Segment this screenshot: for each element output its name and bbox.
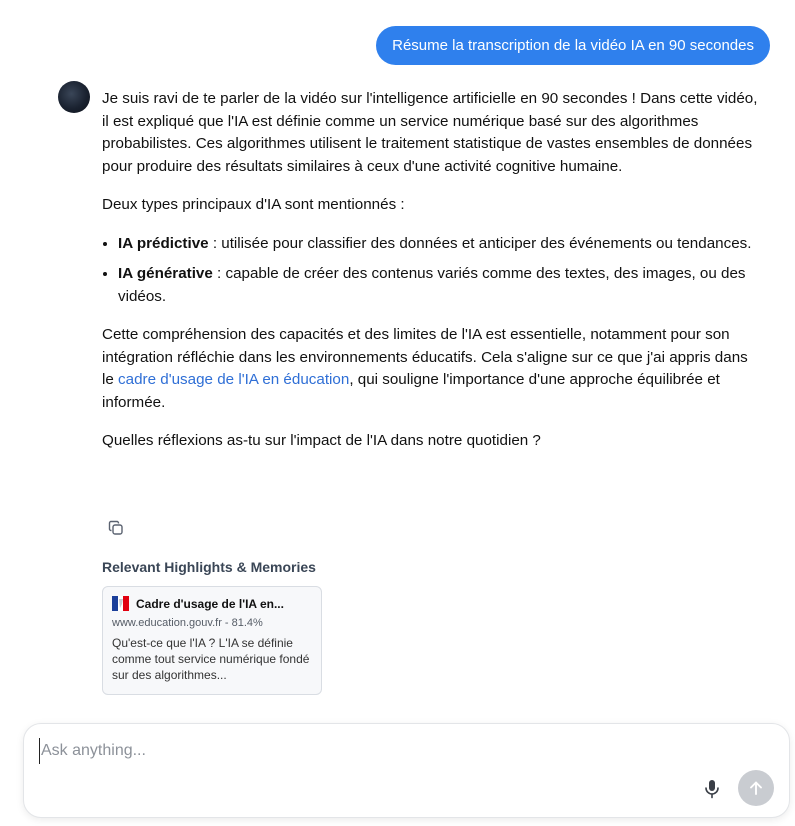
french-flag-icon bbox=[112, 596, 129, 611]
memory-card[interactable] bbox=[102, 586, 322, 695]
user-message-bubble: Résume la transcription de la vidéo IA en 90 secondes bbox=[376, 26, 770, 65]
assistant-message bbox=[102, 88, 762, 469]
chat-composer bbox=[23, 723, 790, 818]
card-snippet: Qu'est-ce que l'IA ? L'IA se définie comme tout service numérique fondé sur des algorithmes... bbox=[112, 636, 310, 682]
arrow-up-icon bbox=[748, 780, 764, 796]
list-item-text: : capable de créer des contenus variés comme des textes, des images, ou des vidéos. bbox=[118, 265, 746, 305]
list-item-text: : utilisée pour classifier des données et anticiper des événements ou tendances. bbox=[208, 234, 752, 252]
assistant-paragraph-3 bbox=[102, 324, 762, 414]
card-header bbox=[112, 596, 312, 611]
microphone-icon bbox=[704, 779, 720, 799]
paragraph-text: , qui souligne l'importance d'une approche équilibrée et informée. bbox=[102, 371, 720, 411]
list-item-term: IA générative bbox=[118, 265, 213, 282]
paragraph-text: Cette compréhension des capacités et des limites de l'IA est essentielle, notamment pour son intégration réfléchie dans les environnements éducatifs. Cela s'aligne sur ce que j'ai appris dans le bbox=[102, 326, 748, 388]
card-title: Cadre d'usage de l'IA en... bbox=[136, 596, 284, 611]
ai-types-list bbox=[102, 233, 762, 309]
list-item bbox=[118, 263, 762, 308]
list-item bbox=[118, 233, 762, 256]
send-button[interactable] bbox=[738, 770, 774, 806]
copy-button[interactable] bbox=[106, 518, 126, 538]
microphone-button[interactable] bbox=[701, 778, 723, 800]
list-item-term: IA prédictive bbox=[118, 234, 209, 252]
assistant-paragraph-2: Deux types principaux d'IA sont mentionnés : bbox=[102, 196, 405, 213]
copy-icon bbox=[108, 520, 124, 536]
assistant-paragraph-1: Je suis ravi de te parler de la vidéo sur l'intelligence artificielle en 90 secondes ! Dans cette vidéo, il est expliqué que l'IA est définie comme un service numérique basé sur des algorithmes probabilistes. Ces algorithmes utilisent le traitement statistique de vastes ensembles de données pour produire des résultats similaires à ceux d'une activité cognitive humaine. bbox=[102, 90, 758, 175]
highlights-heading: Relevant Highlights & Memories bbox=[102, 559, 316, 575]
cadre-usage-link[interactable]: cadre d'usage de l'IA en éducation bbox=[118, 371, 350, 388]
assistant-paragraph-4: Quelles réflexions as-tu sur l'impact de l'IA dans notre quotidien ? bbox=[102, 432, 541, 449]
chat-input[interactable] bbox=[39, 738, 683, 764]
assistant-avatar bbox=[58, 81, 90, 113]
card-source: www.education.gouv.fr - 81.4% bbox=[112, 617, 263, 629]
